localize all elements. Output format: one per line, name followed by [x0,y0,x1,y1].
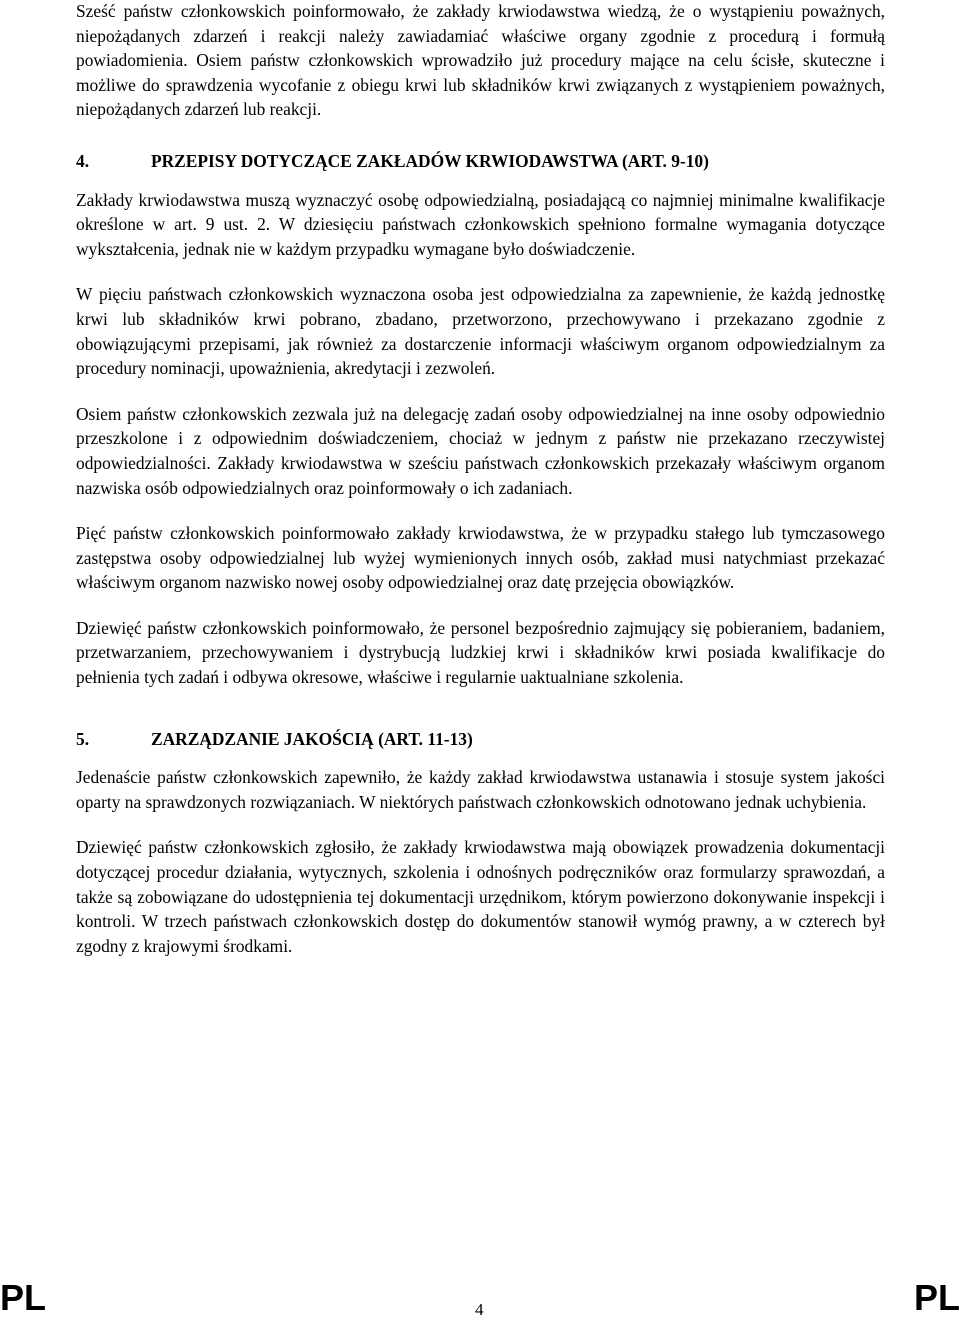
section-4-title: PRZEPISY DOTYCZĄCE ZAKŁADÓW KRWIODAWSTWA (ART. 9-10) [151,150,709,171]
page-footer [0,1278,960,1318]
footer-language-left: PL [0,1277,47,1318]
footer-page-number: 4 [475,1300,484,1319]
section-4-paragraph-5: Dziewięć państw członkowskich poinformowało, że personel bezpośrednio zajmujący się pobieraniem, badaniem, przetwarzaniem, przechowywaniem i dystrybucją ludzkiej krwi i składników krwi posiada kwalifikacje do pełnienia tych zadań i odbywa okresowe, właściwe i regularnie uaktualniane szkolenia. [76,617,885,688]
paragraph-intro: Sześć państw członkowskich poinformowało, że zakłady krwiodawstwa wiedzą, że o wystąpieniu poważnych, niepożądanych zdarzeń i reakcji należy zawiadamiać właściwe organy zgodnie z procedurą i formułą powiadomienia. Osiem państw członkowskich wprowadziło już procedury mające na celu ścisłe, skuteczne i możliwe do sprawdzenia wycofanie z obiegu krwi lub składników krwi związanych z wystąpieniem poważnych, niepożądanych zdarzeń lub reakcji. [76,1,885,120]
section-4-heading [76,149,885,174]
section-5-paragraph-2: Dziewięć państw członkowskich zgłosiło, że zakłady krwiodawstwa mają obowiązek prowadzenia dokumentacji dotyczącej procedur działania, wytycznych, szkolenia i odnośnych podręczników oraz formularzy sprawozdań, a także są zobowiązane do udostępnienia tej dokumentacji urzędnikom, którym powierzono dokonywanie inspekcji i kontroli. W trzech państwach członkowskich dostęp do dokumentów stanowił wymóg prawny, a w czterech był zgodny z krajowymi środkami. [76,837,885,956]
section-4-paragraph-1: Zakłady krwiodawstwa muszą wyznaczyć osobę odpowiedzialną, posiadającą co najmniej minimalne kwalifikacje określone w art. 9 ust. 2. W dziesięciu państwach członkowskich spełniono formalne wymagania dotyczące wykształcenia, jednak nie w każdym przypadku wymagane było doświadczenie. [76,189,885,259]
section-5-heading [76,727,885,752]
section-5-title: ZARZĄDZANIE JAKOŚCIĄ (ART. 11-13) [151,728,473,749]
section-5-number: 5. [76,728,90,749]
section-4-paragraph-2: W pięciu państwach członkowskich wyznaczona osoba jest odpowiedzialna za zapewnienie, że każdą jednostkę krwi lub składników krwi pobrano, zbadano, przetworzono, przechowywano i przekazano zgodnie z obowiązującymi przepisami, jak również za dostarczenie informacji właściwym organom odpowiedzialnym za procedury nominacji, upoważnienia, akredytacji i zezwoleń. [76,284,885,379]
document-page [76,0,885,958]
footer-language-right: PL [913,1277,960,1318]
section-4-number: 4. [76,150,90,171]
section-5-paragraph-1: Jedenaście państw członkowskich zapewniło, że każdy zakład krwiodawstwa ustanawia i stosuje system jakości oparty na sprawdzonych rozwiązaniach. W niektórych państwach członkowskich odnotowano jednak uchybienia. [76,767,885,812]
section-4-paragraph-3: Osiem państw członkowskich zezwala już na delegację zadań osoby odpowiedzialnej na inne osoby odpowiednio przeszkolone i z odpowiednim doświadczeniem, chociaż w jednym z państw nie przekazano rzeczywistej odpowiedzialności. Zakłady krwiodawstwa w sześciu państwach członkowskich przekazały właściwym organom nazwiska osób odpowiedzialnych oraz poinformowały o ich zadaniach. [76,403,885,498]
section-4-paragraph-4: Pięć państw członkowskich poinformowało zakłady krwiodawstwa, że w przypadku stałego lub tymczasowego zastępstwa osoby odpowiedzialnej lub wyżej wymienionych innych osób, zakład musi natychmiast przekazać właściwym organom nazwisko nowej osoby odpowiedzialnej oraz datę przejęcia obowiązków. [76,523,885,593]
